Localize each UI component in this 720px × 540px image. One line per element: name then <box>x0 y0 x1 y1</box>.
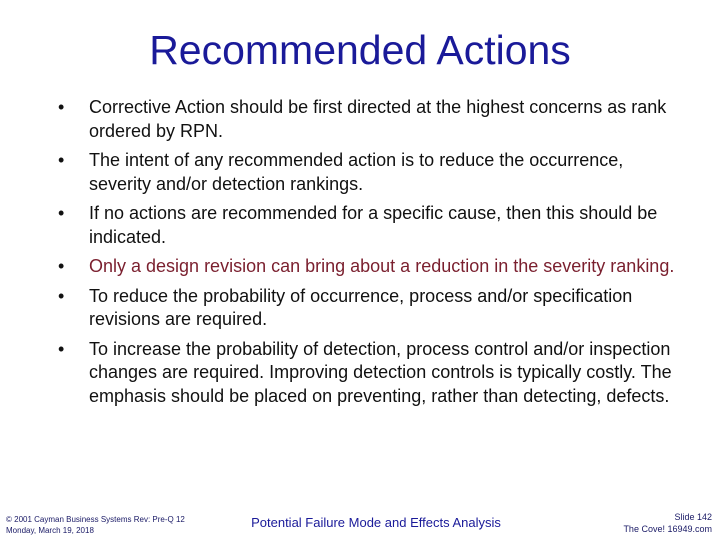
bullet-text: If no actions are recommended for a specific cause, then this should be indicated. <box>89 203 658 247</box>
footer-presentation-title: Potential Failure Mode and Effects Analysis <box>251 515 501 530</box>
bullet-item-highlighted <box>56 255 676 279</box>
footer-date: Monday, March 19, 2018 <box>6 526 94 535</box>
footer-slide-info <box>572 511 712 535</box>
bullet-item <box>56 149 676 196</box>
footer-website: The Cove! 16949.com <box>623 524 712 534</box>
bullet-list <box>56 96 676 414</box>
footer-copyright-line: © 2001 Cayman Business Systems Rev: Pre-Q 12 <box>6 515 185 524</box>
bullet-text: To reduce the probability of occurrence, process and/or specification revisions are required. <box>89 285 633 329</box>
bullet-text: The intent of any recommended action is to reduce the occurrence, severity and/or detection rankings. <box>89 150 624 194</box>
bullet-item <box>56 338 676 409</box>
bullet-dot: • <box>58 338 65 359</box>
bullet-text: Corrective Action should be first directed at the highest concerns as rank ordered by RPN. <box>89 97 667 141</box>
bullet-dot: • <box>58 150 65 170</box>
bullet-item <box>56 96 676 143</box>
bullet-dot: • <box>58 97 65 117</box>
bullet-item <box>56 202 676 249</box>
footer-copyright <box>6 514 236 536</box>
bullet-dot: • <box>58 203 65 223</box>
bullet-text: To increase the probability of detection, process control and/or inspection changes are required. Improving detection controls is typically costly. The emphasis should be placed on preventing, rather than detecting, defects. <box>89 338 672 406</box>
slide-title: Recommended Actions <box>149 27 571 73</box>
bullet-item <box>56 285 676 332</box>
slide-number: Slide 142 <box>674 512 712 522</box>
bullet-dot: • <box>58 285 65 306</box>
bullet-text: Only a design revision can bring about a reduction in the severity ranking. <box>89 256 675 276</box>
bullet-dot: • <box>58 256 65 276</box>
